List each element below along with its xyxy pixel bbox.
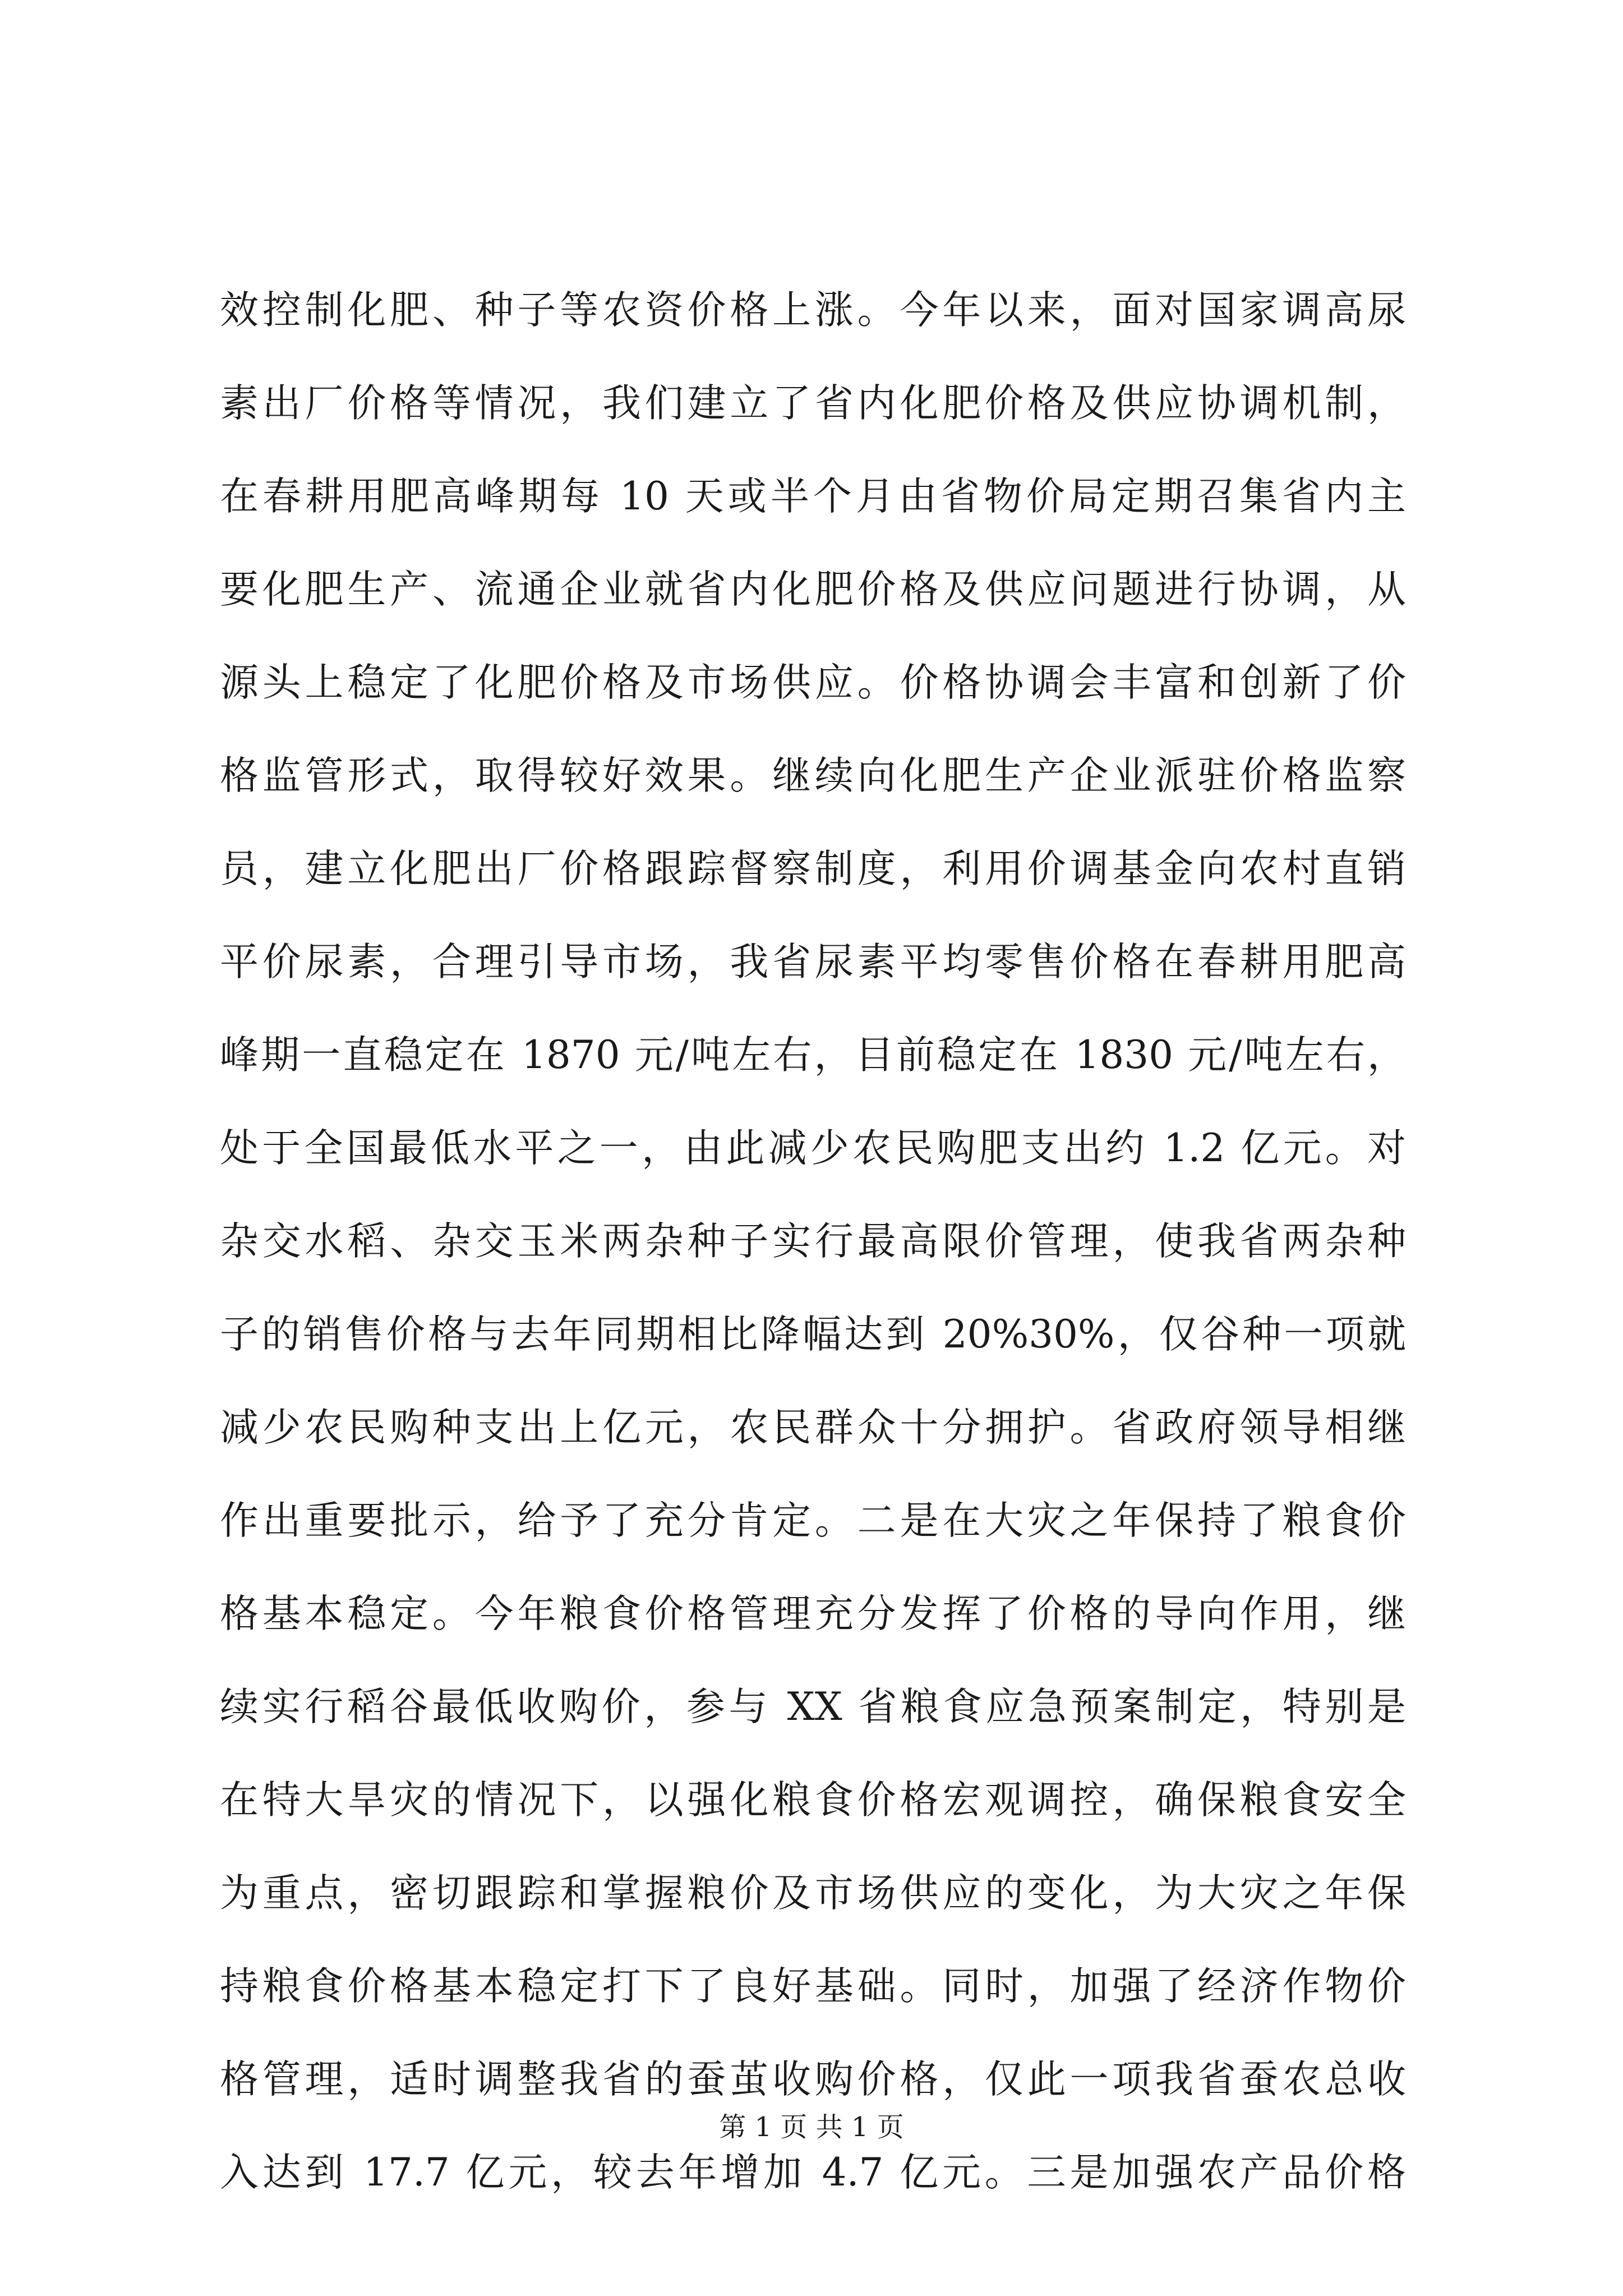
- text-line: 持粮食价格基本稳定打下了良好基础。同时，加强了经济作物价: [220, 1964, 1406, 2009]
- text-line: 要化肥生产、流通企业就省内化肥价格及供应问题进行协调，从: [220, 567, 1406, 612]
- text-line: 员，建立化肥出厂价格跟踪督察制度，利用价调基金向农村直销: [220, 846, 1406, 891]
- text-line: 素出厂价格等情况，我们建立了省内化肥价格及供应协调机制，: [220, 381, 1406, 426]
- text-line: 续实行稻谷最低收购价，参与 XX 省粮食应急预案制定，特别是: [220, 1685, 1406, 1729]
- text-line: 效控制化肥、种子等农资价格上涨。今年以来，面对国家调高尿: [220, 288, 1406, 333]
- body-text: [220, 263, 1406, 2218]
- page-footer: 第 1 页 共 1 页: [719, 2111, 904, 2143]
- text-line: 峰期一直稳定在 1870 元/吨左右，目前稳定在 1830 元/吨左右，: [220, 1033, 1406, 1078]
- text-line: 子的销售价格与去年同期相比降幅达到 20%30%，仅谷种一项就: [220, 1312, 1406, 1357]
- text-line: 减少农民购种支出上亿元，农民群众十分拥护。省政府领导相继: [220, 1405, 1406, 1450]
- text-line: 在春耕用肥高峰期每 10 天或半个月由省物价局定期召集省内主: [220, 474, 1406, 519]
- text-line: 格基本稳定。今年粮食价格管理充分发挥了价格的导向作用，继: [220, 1591, 1406, 1636]
- text-line: 平价尿素，合理引导市场，我省尿素平均零售价格在春耕用肥高: [220, 940, 1406, 984]
- text-line: 为重点，密切跟踪和掌握粮价及市场供应的变化，为大灾之年保: [220, 1871, 1406, 1916]
- text-line: 源头上稳定了化肥价格及市场供应。价格协调会丰富和创新了价: [220, 660, 1406, 705]
- text-line: 作出重要批示，给予了充分肯定。二是在大灾之年保持了粮食价: [220, 1498, 1406, 1543]
- text-line: 在特大旱灾的情况下，以强化粮食价格宏观调控，确保粮食安全: [220, 1778, 1406, 1823]
- text-line: 格管理，适时调整我省的蚕茧收购价格，仅此一项我省蚕农总收: [220, 2057, 1406, 2102]
- text-line: 杂交水稻、杂交玉米两杂种子实行最高限价管理，使我省两杂种: [220, 1219, 1406, 1264]
- text-line: 处于全国最低水平之一，由此减少农民购肥支出约 1.2 亿元。对: [220, 1126, 1406, 1171]
- text-line: 格监管形式，取得较好效果。继续向化肥生产企业派驻价格监察: [220, 753, 1406, 798]
- text-line: 入达到 17.7 亿元，较去年增加 4.7 亿元。三是加强农产品价格: [220, 2150, 1406, 2195]
